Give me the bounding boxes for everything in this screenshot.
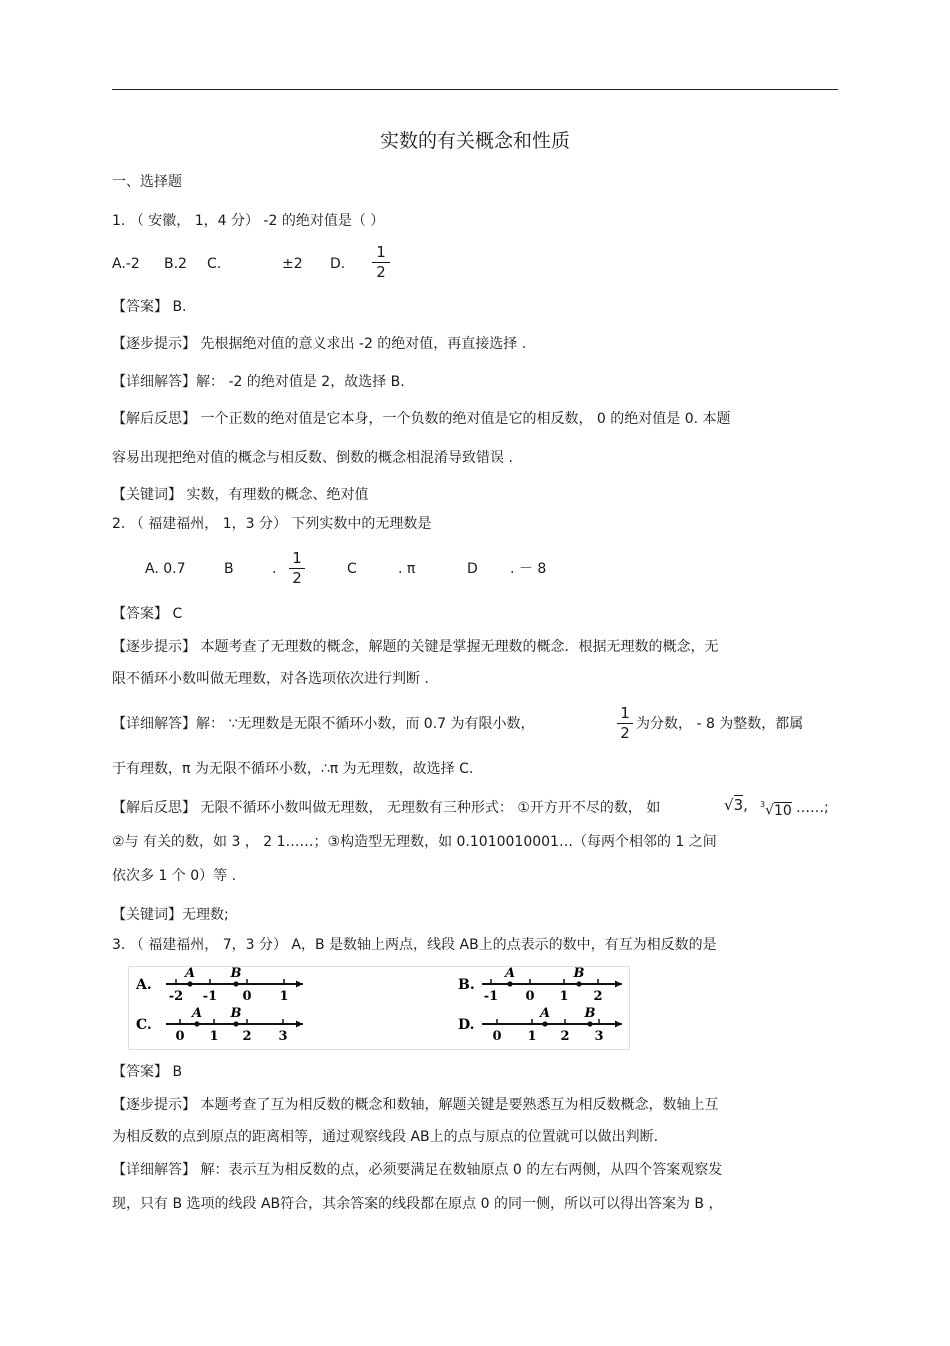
q2-option-b: B: [224, 561, 234, 577]
q1-answer: 【答案】 B.: [112, 299, 187, 315]
header-rule: [112, 89, 838, 90]
q1-option-a: A.-2: [112, 256, 140, 272]
q2-answer: 【答案】 C: [112, 606, 183, 622]
number-line-option: [458, 1006, 622, 1044]
tick-label: 2: [242, 1029, 252, 1044]
q2-hint-2: 限不循环小数叫做无理数，对各选项依次进行判断 .: [112, 671, 429, 687]
q1-reflect-1: 【解后反思】 一个正数的绝对值是它本身，一个负数的绝对值是它的相反数， 0 的绝对值是 0. 本题: [112, 411, 731, 427]
q2-keywords: 【关键词】无理数;: [112, 907, 229, 923]
fraction-numerator: 1: [376, 243, 386, 261]
q1-detail: 【详细解答】解： -2 的绝对值是 2，故选择 B.: [112, 374, 405, 390]
point-b-label: B: [573, 966, 585, 981]
q3-options-figure: [128, 966, 630, 1050]
q3-answer: 【答案】 B: [112, 1064, 183, 1080]
q1-keywords: 【关键词】 实数，有理数的概念、绝对值: [112, 487, 369, 503]
axis-arrow-icon: [296, 981, 303, 988]
fraction-numerator: 1: [620, 704, 630, 722]
axis-arrow-icon: [615, 981, 622, 988]
q2-option-d-value: . － 8: [510, 561, 547, 577]
tick-label: 2: [593, 989, 603, 1004]
point-b-dot: [576, 981, 581, 986]
tick-label: 0: [492, 1029, 502, 1044]
point-b-dot: [233, 1021, 238, 1026]
point-a-dot: [187, 981, 192, 986]
q2-detail-fraction: [617, 705, 633, 742]
page-title: 实数的有关概念和性质: [379, 130, 570, 152]
q2-detail-2: 于有理数，π 为无限不循环小数，∴π 为无理数，故选择 C.: [112, 761, 474, 777]
q2-stem: 2. （ 福建福州， 1，3 分） 下列实数中的无理数是: [112, 516, 432, 532]
point-b-dot: [233, 981, 238, 986]
tick-label: 0: [242, 989, 252, 1004]
q2-detail-1b: 为分数， - 8 为整数，都属: [636, 716, 804, 732]
tick-label: 0: [525, 989, 535, 1004]
tick-label: 3: [278, 1029, 288, 1044]
tick-label: 1: [209, 1029, 219, 1044]
q1-option-c-value: ±2: [282, 256, 303, 272]
q3-detail-1: 【详细解答】 解：表示互为相反数的点，必须要满足在数轴原点 0 的左右两侧，从四个答案观察发: [112, 1162, 723, 1178]
q3-detail-2: 现，只有 B 选项的线段 AB符合，其余答案的线段都在原点 0 的同一侧，所以可以得出答案为 B ，: [112, 1196, 723, 1212]
number-line-option: [458, 966, 622, 1004]
point-a-label: A: [539, 1006, 551, 1021]
q2-cbrt10: [760, 797, 792, 821]
tick-label: -2: [168, 989, 184, 1004]
point-b-label: B: [584, 1006, 596, 1021]
q3-stem: 3. （ 福建福州， 7，3 分） A，B 是数轴上两点，线段 AB上的点表示的数中，有互为相反数的是: [112, 937, 717, 953]
q2-reflect-1a: 【解后反思】 无限不循环小数叫做无理数， 无理数有三种形式： ①开方开不尽的数， 如: [112, 800, 661, 816]
fraction-denominator: 2: [292, 569, 302, 587]
axis-arrow-icon: [615, 1021, 622, 1028]
q3-hint-2: 为相反数的点到原点的距离相等，通过观察线段 AB上的点与原点的位置就可以做出判断.: [112, 1129, 659, 1145]
point-b-dot: [587, 1021, 592, 1026]
q2-option-a: A. 0.7: [145, 561, 186, 577]
q1-option-c: C.: [207, 256, 222, 272]
number-line-option: [136, 1006, 303, 1044]
tick-label: 2: [560, 1029, 570, 1044]
q1-hint: 【逐步提示】 先根据绝对值的意义求出 -2 的绝对值，再直接选择 .: [112, 336, 527, 352]
point-a-dot: [542, 1021, 547, 1026]
point-a-label: A: [191, 1006, 203, 1021]
tick-label: -1: [483, 989, 499, 1004]
point-a-dot: [194, 1021, 199, 1026]
point-a-label: A: [184, 966, 196, 981]
point-b-label: B: [230, 966, 242, 981]
q2-detail-1a: 【详细解答】解： ∵无理数是无限不循环小数，而 0.7 为有限小数，: [112, 716, 535, 732]
q2-reflect-1b: ……;: [796, 800, 829, 816]
section-heading: 一、选择题: [112, 174, 182, 190]
tick-label: 0: [175, 1029, 185, 1044]
cbrt10-radicand: 10: [774, 802, 792, 819]
q2-option-c-value: . π: [398, 561, 416, 577]
tick-label: 3: [594, 1029, 604, 1044]
point-a-label: A: [504, 966, 516, 981]
tick-label: -1: [202, 989, 218, 1004]
sqrt-icon: √: [724, 796, 734, 814]
sqrt-icon: √: [765, 802, 775, 819]
q1-option-d: D.: [330, 256, 346, 272]
q2-option-b-dot: .: [272, 561, 277, 577]
tick-label: 1: [527, 1029, 537, 1044]
fraction-denominator: 2: [620, 724, 630, 742]
q1-stem: 1. （ 安徽， 1，4 分） -2 的绝对值是（ ）: [112, 213, 385, 229]
q1-fraction: [372, 244, 390, 281]
q2-hint-1: 【逐步提示】 本题考查了无理数的概念，解题的关键是掌握无理数的概念．根据无理数的概念，无: [112, 639, 719, 655]
q2-option-d: D: [467, 561, 478, 577]
number-line-option: [135, 966, 303, 1004]
q2-option-b-fraction: [289, 550, 305, 587]
tick-label: 1: [279, 989, 289, 1004]
tick-label: 1: [559, 989, 569, 1004]
q1-option-b: B.2: [164, 256, 187, 272]
axis-arrow-icon: [296, 1021, 303, 1028]
option-label: B.: [458, 977, 475, 993]
fraction-numerator: 1: [292, 549, 302, 567]
q2-option-c: C: [347, 561, 357, 577]
point-b-label: B: [230, 1006, 242, 1021]
q2-sqrt3: √3,: [724, 796, 748, 814]
number-line-figure: [128, 966, 630, 1050]
q2-reflect-2: ②与 有关的数，如 3 ， 2 1……；③构造型无理数，如 0.1010010001…（每两个相邻的 1 之间: [112, 834, 717, 850]
q2-reflect-3: 依次多 1 个 0）等 .: [112, 868, 237, 884]
q3-hint-1: 【逐步提示】 本题考查了互为相反数的概念和数轴，解题关键是要熟悉互为相反数概念，数轴上互: [112, 1097, 719, 1113]
sqrt3-radicand: 3: [733, 796, 744, 814]
option-label: C.: [136, 1017, 152, 1033]
option-label: D.: [458, 1017, 475, 1033]
fraction-denominator: 2: [376, 263, 386, 281]
point-a-dot: [507, 981, 512, 986]
q1-reflect-2: 容易出现把绝对值的概念与相反数、倒数的概念相混淆导致错误 .: [112, 450, 513, 466]
cbrt-index: 3: [760, 800, 766, 809]
option-label: A.: [136, 977, 152, 993]
